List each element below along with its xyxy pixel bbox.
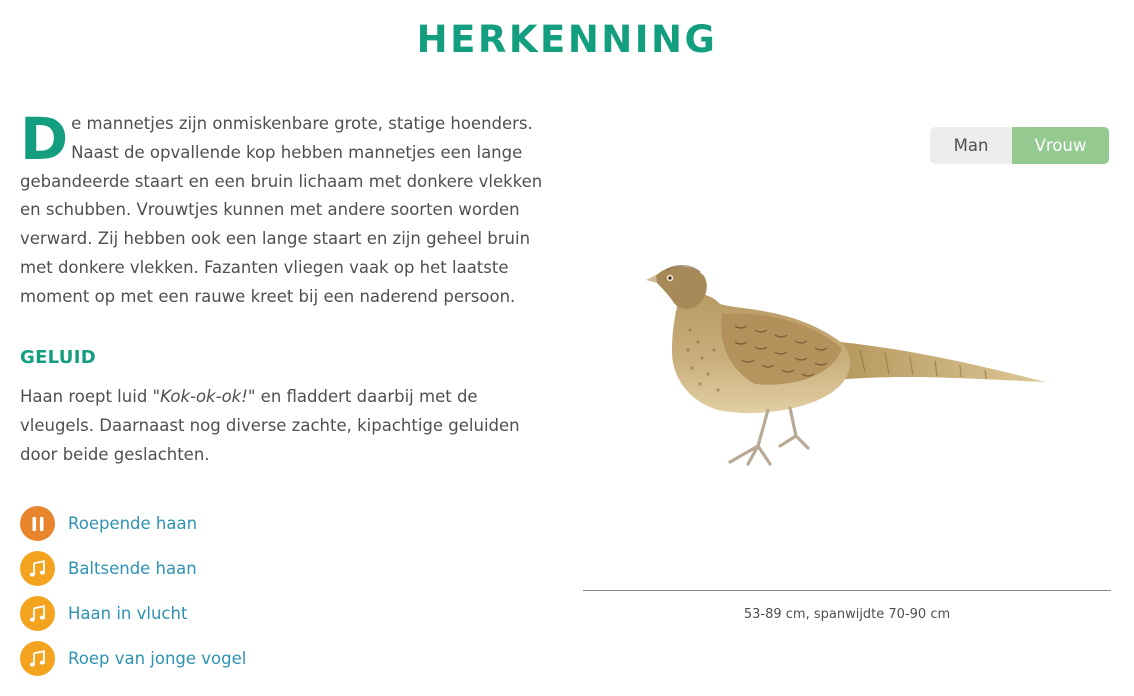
- audio-item-haan-in-vlucht[interactable]: [20, 596, 420, 631]
- sound-text-after: " en fladdert daarbij met de vleugels. Daarnaast nog diverse zachte, kipachtige geluiden door beide geslachten.: [20, 387, 520, 464]
- music-note-icon: [29, 605, 47, 623]
- play-button[interactable]: [20, 641, 55, 676]
- toggle-man-button[interactable]: Man: [930, 127, 1012, 164]
- play-button[interactable]: [20, 596, 55, 631]
- intro-paragraph: [20, 105, 550, 312]
- dropcap-letter: D: [20, 105, 68, 173]
- pause-button[interactable]: [20, 506, 55, 541]
- audio-label[interactable]: Roep van jonge vogel: [68, 649, 247, 668]
- sound-text-before: Haan roept luid ": [20, 387, 161, 406]
- music-note-icon: [29, 650, 47, 668]
- music-note-icon: [29, 560, 47, 578]
- audio-item-baltsende-haan[interactable]: [20, 551, 420, 586]
- sex-toggle: [930, 127, 1109, 164]
- audio-item-roep-van-jonge-vogel[interactable]: [20, 641, 420, 676]
- pause-icon: [31, 516, 45, 532]
- play-button[interactable]: [20, 551, 55, 586]
- audio-label[interactable]: Haan in vlucht: [68, 604, 188, 623]
- sound-description: [20, 383, 540, 469]
- audio-label[interactable]: Baltsende haan: [68, 559, 197, 578]
- sound-call: Kok-ok-ok!: [160, 387, 248, 406]
- toggle-vrouw-button[interactable]: Vrouw: [1012, 127, 1109, 164]
- audio-item-roepende-haan[interactable]: [20, 506, 420, 541]
- section-title-geluid: GELUID: [20, 347, 96, 368]
- divider: [583, 590, 1111, 591]
- audio-list: [20, 506, 420, 686]
- intro-text: e mannetjes zijn onmiskenbare grote, statige hoenders. Naast de opvallende kop hebben mannetjes een lange gebandeerde staart en een bruin lichaam met donkere vlekken en schubben. Vrouwtjes kunnen met andere soorten worden verward. Zij hebben ook een lange staart en zijn geheel bruin met donkere vlekken. Fazanten vliegen vaak op het laatste moment op met een rauwe kreet bij een naderend persoon.: [20, 114, 543, 306]
- page-title: HERKENNING: [416, 18, 718, 61]
- size-caption: 53-89 cm, spanwijdte 70-90 cm: [743, 607, 951, 622]
- pheasant-female-illustration: [630, 250, 1060, 480]
- audio-label[interactable]: Roepende haan: [68, 514, 198, 533]
